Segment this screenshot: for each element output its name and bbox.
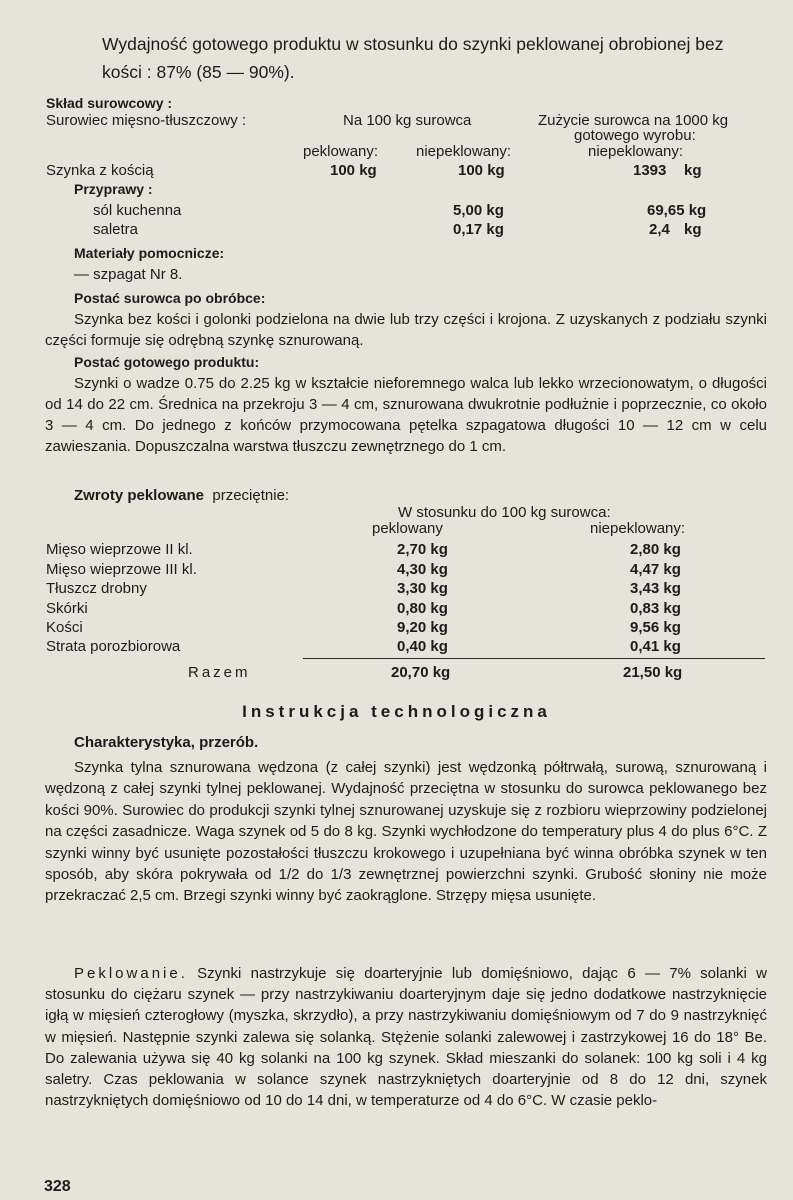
saltpetre-row-value: 0,17 kg <box>453 221 504 238</box>
yield-statement: Wydajność gotowego produktu w stosunku do szynki peklowanej obrobionej bez kości : 87% (85 — 90%). <box>102 34 724 82</box>
returns-row-cured: 2,70 kg <box>397 541 448 558</box>
curing-lead: Peklowanie. <box>74 965 188 982</box>
form-product-heading: Postać gotowego produktu: <box>74 354 260 370</box>
returns-total-rule <box>303 658 765 659</box>
auxiliary-item: — szpagat Nr 8. <box>74 266 183 283</box>
auxiliary-heading: Materiały pomocnicze: <box>74 245 225 261</box>
returns-row-uncured: 9,56 kg <box>630 619 681 636</box>
form-product-text: Szynki o wadze 0.75 do 2.25 kg w kształcie nieforemnego walca lub lekko wrzecionowatym, o długości od 14 do 22 cm. Średnica na przekroju 3 — 4 cm, sznurowana dwukrotnie podłużnie i poprzecznie, co około 3 — 4 cm. Do jednego z końców przymocowana pętelka szpagatowa długości 10 — 12 cm w celu zawieszania. Dopuszczalna warstwa tłuszczu zewnętrznego do 1 cm. <box>45 375 767 455</box>
returns-row-cured: 4,30 kg <box>397 561 448 578</box>
returns-total-uncured: 21,50 kg <box>623 664 683 681</box>
characteristics-heading: Charakterystyka, przerób. <box>74 734 259 751</box>
saltpetre-row-total-unit: kg <box>684 221 702 238</box>
form-after-text: Szynka bez kości i golonki podzielona na dwie lub trzy części i krojona. Z uzyskanych z podziału szynki części formuje się odrębną szynkę sznurowaną. <box>45 311 767 349</box>
returns-row-cured: 0,80 kg <box>397 600 448 617</box>
saltpetre-row-name: saletra <box>93 221 139 238</box>
ham-row-total: 1393 <box>633 162 667 179</box>
returns-total-label: Razem <box>188 664 251 681</box>
returns-row-uncured: 0,41 kg <box>630 638 681 655</box>
returns-row-name: Tłuszcz drobny <box>46 580 147 597</box>
returns-heading-bold: Zwroty peklowane <box>74 487 205 504</box>
ham-row-cured: 100 kg <box>330 162 377 179</box>
returns-row-name: Mięso wieprzowe II kl. <box>46 541 193 558</box>
returns-heading <box>74 487 289 504</box>
form-after-heading: Postać surowca po obróbce: <box>74 290 266 306</box>
per1000-header-line1: Zużycie surowca na 1000 kg <box>538 112 729 129</box>
per100-sub-cured: peklowany: <box>303 143 379 160</box>
returns-row-uncured: 3,43 kg <box>630 580 681 597</box>
ham-row-uncured: 100 kg <box>458 162 505 179</box>
returns-row-name: Kości <box>46 619 83 636</box>
per1000-sub-uncured: niepeklowany: <box>588 143 684 160</box>
salt-row-value: 5,00 kg <box>453 202 504 219</box>
returns-row-uncured: 0,83 kg <box>630 600 681 617</box>
curing-paragraph <box>45 963 767 1111</box>
returns-row-uncured: 4,47 kg <box>630 561 681 578</box>
returns-total-cured: 20,70 kg <box>391 664 451 681</box>
returns-heading-rest: przeciętnie: <box>212 487 290 504</box>
returns-row-cured: 0,40 kg <box>397 638 448 655</box>
returns-row-name: Mięso wieprzowe III kl. <box>46 561 197 578</box>
curing-text: Szynki nastrzykuje się doarteryjnie lub domięśniowo, dając 6 — 7% solanki w stosunku do ciężaru szynek — przy nastrzykiwaniu doarteryjnym daje się jedno dodatkowe nastrzyknięcie igłą w mięsień czterogłowy (myszka, skrzydło), a przy nastrzykiwaniu domięśniowym od 7 do 9 nastrzyknięć w mięsień. Następnie szynki zalewa się solanką. Stężenie solanki zalewowej i zastrzykowej 16 do 18° Be. Do zalewania używa się 40 kg solanki na 100 kg szynek. Skład mieszanki do solanek: 100 kg soli i 4 kg saletry. Czas peklowania w solance szynek nastrzykniętych doarteryjnie od 8 do 12 dni, szynek nastrzykniętych domięśniowo od 10 do 14 dni, w temperaturze od 4 do 6°C. W czasie peklo- <box>45 965 767 1110</box>
saltpetre-row-total: 2,4 <box>649 221 670 238</box>
instruction-heading: Instrukcja technologiczna <box>242 702 551 721</box>
returns-row-name: Skórki <box>46 600 88 617</box>
returns-col-header: W stosunku do 100 kg surowca: <box>398 504 611 521</box>
raw-material-heading: Skład surowcowy : <box>46 95 173 111</box>
spices-heading: Przyprawy : <box>74 181 153 197</box>
per100-header: Na 100 kg surowca <box>343 112 472 129</box>
characteristics-text: Szynka tylna sznurowana wędzona (z całej szynki) jest wędzonką półtrwałą, surową, sznurowaną i wędzoną z całej szynki tylnej peklowanej. Wydajność przeciętna w stosunku do surowca peklowanego bez kości 90%. Surowiec do produkcji szynki tylnej sznurowanej uzyskuje się z rozbioru wieprzowiny podzielonej na części zasadnicze. Waga szynek od 5 do 8 kg. Szynki wychłodzone do temperatury plus 4 do plus 6°C. Z szynki winny być usunięte pozostałości tłuszczu krokowego i uzupełniana być winna obróbka szynek w ten sposób, aby skóra pokrywała od 1/2 do 1/3 zewnętrznej powierzchni szynki. Grubość słoniny nie może przekraczać 2,5 cm. Brzegi szynki winny być zaokrąglone. Strzępy mięsa usunięte. <box>45 759 767 905</box>
per1000-header-line2: gotowego wyrobu: <box>574 127 696 144</box>
returns-sub-cured: peklowany <box>372 520 443 537</box>
page-number: 328 <box>44 1178 71 1195</box>
salt-row-name: sól kuchenna <box>93 202 182 219</box>
returns-row-uncured: 2,80 kg <box>630 541 681 558</box>
returns-row-name: Strata porozbiorowa <box>46 638 181 655</box>
returns-sub-uncured: niepeklowany: <box>590 520 686 537</box>
returns-row-cured: 9,20 kg <box>397 619 448 636</box>
ham-row-name: Szynka z kością <box>46 162 154 179</box>
salt-row-total: 69,65 kg <box>647 202 707 219</box>
ham-row-total-unit: kg <box>684 162 702 179</box>
raw-material-col-label: Surowiec mięsno-tłuszczowy : <box>46 112 247 129</box>
returns-row-cured: 3,30 kg <box>397 580 448 597</box>
per100-sub-uncured: niepeklowany: <box>416 143 512 160</box>
